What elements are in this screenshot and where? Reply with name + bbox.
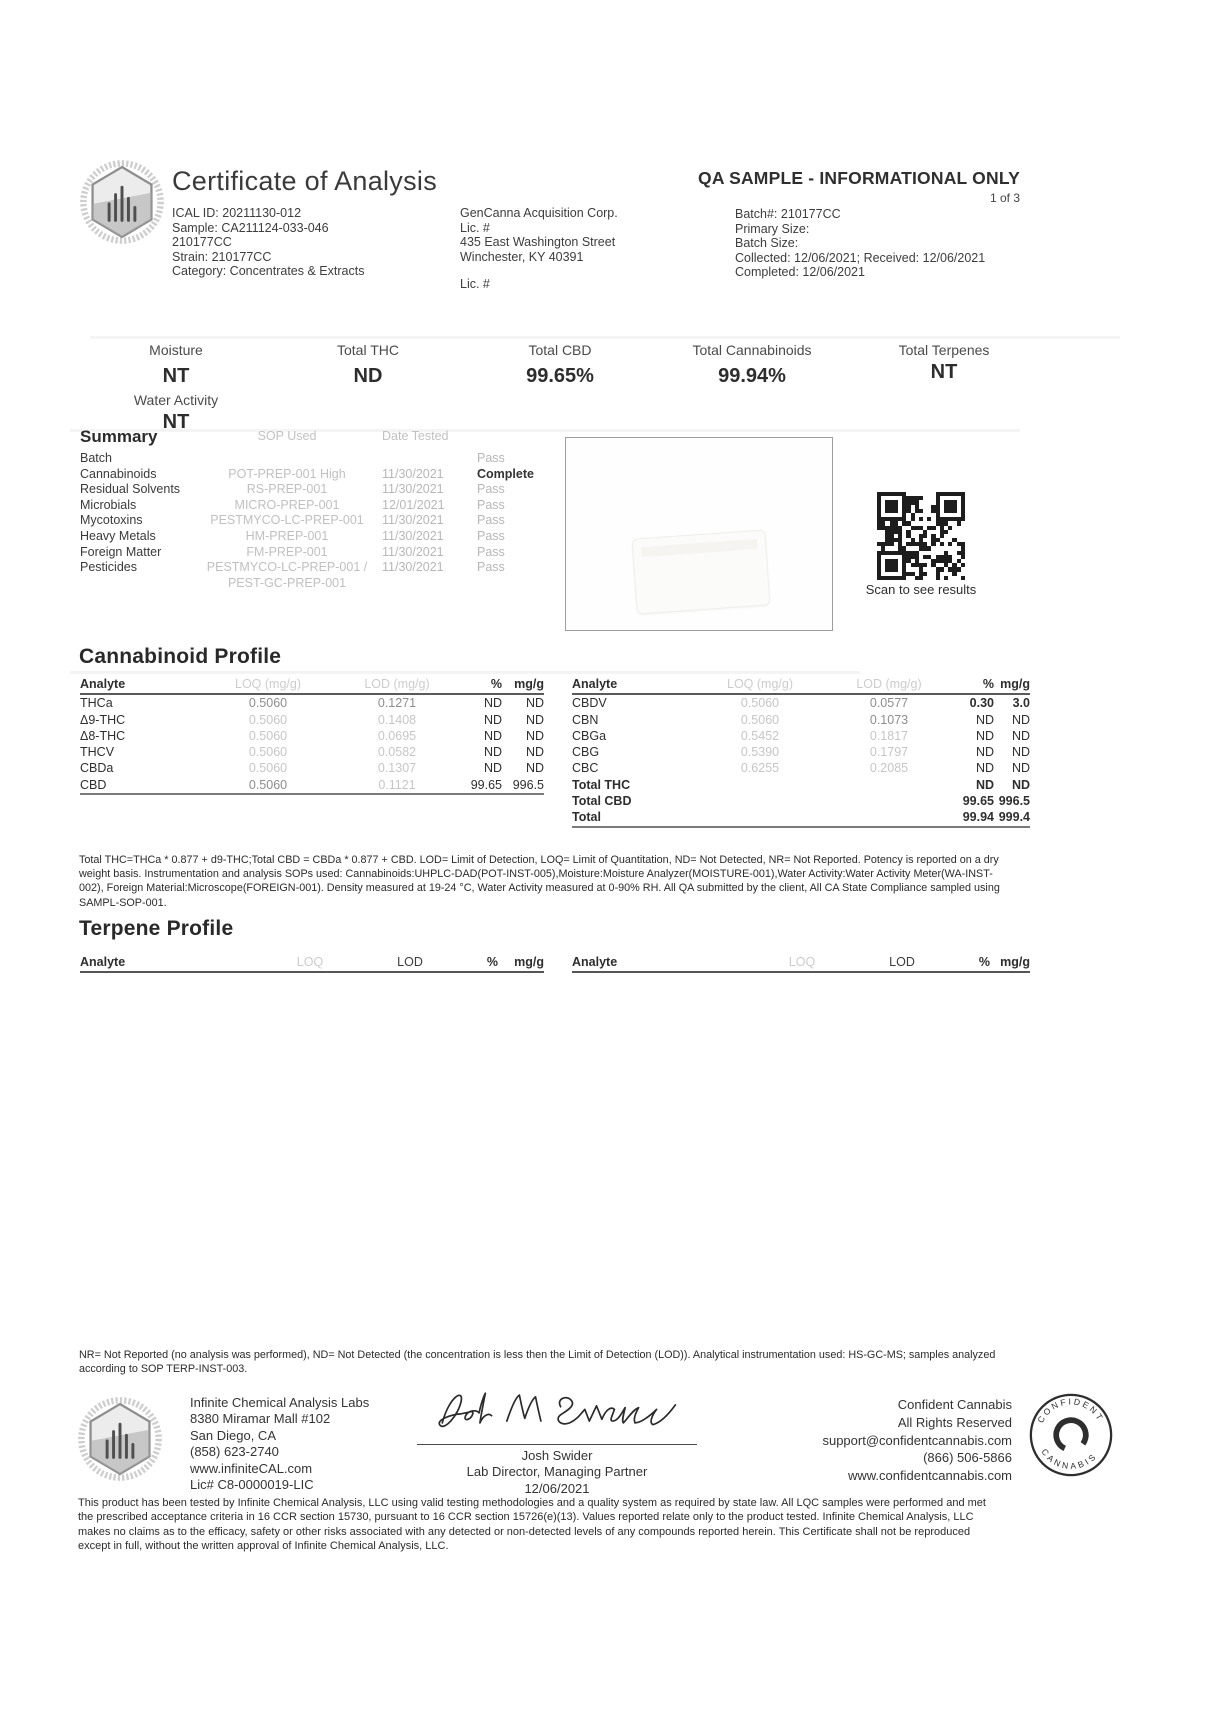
summary-cell-date: 11/30/2021 [382, 544, 444, 559]
summary-cell-status: Pass [477, 544, 505, 559]
divider [70, 671, 860, 674]
cell-lod: 0.0577 [869, 696, 909, 711]
summary-row-heavy-metals [80, 529, 557, 545]
cannabinoid-row-total-thc [572, 777, 1030, 793]
summary-cell-status: Pass [477, 497, 505, 512]
lab-address-1: 8380 Miramar Mall #102 [190, 1411, 331, 1427]
col-loq: LOQ [788, 955, 816, 969]
summary-row-residual-solvents [80, 482, 557, 498]
signer-title: Lab Director, Managing Partner [466, 1464, 648, 1480]
lab-license: Lic# C8-0000019-LIC [190, 1477, 314, 1493]
cell-mgg: 999.4 [998, 810, 1030, 825]
sample-id-2: 210177CC [172, 235, 232, 250]
cell-mgg: ND [1011, 728, 1030, 743]
cell-mgg: ND [1011, 777, 1030, 792]
lab-contact-block [190, 1395, 369, 1493]
cell-percent: ND [975, 728, 994, 743]
cell-loq: 0.6255 [740, 761, 780, 776]
signer-name: Josh Swider [521, 1448, 593, 1463]
cell-percent: ND [975, 712, 994, 727]
cell-analyte: Δ9-THC [80, 712, 126, 727]
cell-analyte: CBGa [572, 728, 607, 743]
lab-website: www.infiniteCAL.com [190, 1460, 313, 1476]
cannabinoid-row-cbc [572, 760, 1030, 776]
cell-loq: 0.5060 [740, 696, 780, 711]
summary-row-mycotoxins [80, 513, 557, 529]
summary-cell-date: 11/30/2021 [382, 513, 444, 528]
product-photo [565, 437, 833, 631]
metrics-row [80, 342, 1040, 434]
cell-analyte: CBDV [572, 696, 607, 711]
cell-analyte: Δ8-THC [80, 728, 126, 743]
metric-total-cbd [464, 342, 656, 434]
col-mgg: mg/g [1000, 677, 1030, 691]
summary-cell-sop: MICRO-PREP-001 [234, 497, 340, 512]
terpene-table-right-header [572, 955, 1030, 973]
summary-cell-sop: RS-PREP-001 [246, 482, 328, 497]
col-analyte: Analyte [572, 955, 618, 969]
summary-sop-line2: PEST-GC-PREP-001 [227, 575, 347, 590]
summary-cell-status: Pass [477, 513, 505, 528]
summary-cell-name: Microbials [80, 497, 137, 512]
client-street: 435 East Washington Street [460, 235, 616, 250]
cannabinoid-row-cbn [572, 712, 1030, 728]
cell-mgg: 3.0 [1012, 696, 1030, 711]
cell-analyte: CBC [572, 761, 599, 776]
cell-percent: ND [483, 696, 502, 711]
cell-percent: 99.65 [962, 794, 994, 809]
lab-address-2: San Diego, CA [190, 1427, 276, 1443]
cell-percent: ND [975, 761, 994, 776]
cannabinoid-row-d8thc [80, 728, 544, 744]
cc-website: www.confidentcannabis.com [847, 1468, 1012, 1484]
summary-cell-sop: PESTMYCO-LC-PREP-001 [210, 513, 364, 528]
cannabinoid-footnote: Total THC=THCa * 0.877 + d9-THC;Total CBD = CBDa * 0.877 + CBD. LOD= Limit of Detection, LOQ= Limit of Quantitation, ND= Not Detected, NR= Not Reported. Potency is reported on a dry weight basis. Instrumentation and analysis SOPs used: Cannabinoids:UHPLC-DAD(POT-INST-005),Moisture:Moisture Analyzer(MOISTURE-001),Water Activity:Water Activity Meter(WA-INST-002), Foreign Material:Microscope(FOREIGN-001). Density measured at 19-24 °C, Water Activity measured at 0-90% RH. All QA submitted by the client, All CA State Compliance sampled using SAMPL-SOP-001. [79, 854, 1000, 909]
cell-lod: 0.1073 [869, 712, 909, 727]
metric-label: Total THC [337, 342, 399, 358]
summary-cell-name: Cannabinoids [80, 466, 157, 481]
summary-cell-date [382, 451, 477, 467]
sample-id: Sample: CA211124-033-046 [172, 220, 329, 235]
metric-label: Total Cannabinoids [692, 342, 812, 358]
lab-phone: (858) 623-2740 [190, 1444, 279, 1460]
metric-label: Total CBD [528, 342, 592, 358]
summary-cell-name: Residual Solvents [80, 482, 181, 497]
col-lod: LOD (mg/g) [856, 677, 922, 691]
metric-moisture [80, 342, 272, 434]
summary-table [80, 451, 557, 591]
legal-disclaimer: This product has been tested by Infinite Chemical Analysis, LLC using valid testing methodologies and a quality system as required by state law. All LQC samples were performed and met the prescribed acceptance criteria in 16 CCR section 15730, pursuant to 16 CCR section 15726(e)(13). Values reported relate only to the product tested. Infinite Chemical Analysis, LLC makes no claims as to the efficacy, safety or other risks associated with any detected or non-detected levels of any compounds reported herein. This Certificate shall not be reproduced except in full, without the written approval of Infinite Chemical Analysis, LLC. [78, 1497, 986, 1553]
summary-cell-date: 11/30/2021 [382, 560, 444, 575]
summary-row-foreign-matter [80, 545, 557, 561]
cell-analyte: Total CBD [572, 794, 632, 809]
category: Category: Concentrates & Extracts [172, 264, 365, 279]
metric-value: NT [162, 411, 190, 433]
cell-loq: 0.5060 [248, 777, 288, 792]
summary-row-microbials [80, 498, 557, 514]
cell-lod: 0.1271 [377, 696, 417, 711]
cc-rights: All Rights Reserved [897, 1414, 1012, 1430]
summary-cell-date: 12/01/2021 [382, 497, 445, 512]
terpene-table-left-header [80, 955, 544, 973]
summary-sop-line1: PESTMYCO-LC-PREP-001 / [206, 560, 368, 575]
col-analyte: Analyte [80, 677, 126, 691]
product-pouch-image [632, 529, 771, 614]
collected-received: Collected: 12/06/2021; Received: 12/06/2021 [735, 250, 986, 265]
terpene-note: NR= Not Reported (no analysis was performed), ND= Not Detected (the concentration is less then the Limit of Detection (LOD)). Analytical instrumentation used: HS-GC-MS; samples analyzed according to SOP TERP-INST-003. [79, 1349, 996, 1376]
stamp-bottom-text: CANNABIS [1039, 1446, 1100, 1472]
metric-value: NT [162, 365, 190, 387]
cell-mgg: ND [525, 745, 544, 760]
metric-label: Total Terpenes [898, 342, 990, 358]
cell-lod: 0.1408 [377, 712, 417, 727]
lab-name: Infinite Chemical Analysis Labs [190, 1395, 370, 1410]
signer-date: 12/06/2021 [524, 1480, 590, 1496]
col-percent: % [490, 677, 502, 691]
col-mgg: mg/g [514, 677, 544, 691]
summary-cell-name: Heavy Metals [80, 528, 156, 543]
cell-lod: 0.1121 [378, 777, 416, 792]
page-title: Certificate of Analysis [172, 166, 438, 196]
cell-lod: 0.1307 [377, 761, 417, 776]
summary-cell-status: Pass [477, 451, 505, 465]
cannabinoid-row-d9thc [80, 712, 544, 728]
signature-icon [415, 1387, 700, 1439]
cc-email: support@confidentcannabis.com [822, 1432, 1012, 1448]
summary-cell-status: Pass [477, 560, 505, 575]
cell-percent: 0.30 [969, 696, 994, 711]
signature-block [402, 1387, 712, 1497]
cell-percent: 99.94 [962, 810, 994, 825]
col-mgg: mg/g [514, 955, 544, 969]
cell-mgg: 996.5 [512, 777, 544, 792]
cell-percent: ND [483, 761, 502, 776]
batch-info-block [735, 207, 985, 280]
summary-cell-status: Pass [477, 528, 505, 543]
cell-percent: 99.65 [470, 777, 502, 792]
cc-name: Confident Cannabis [897, 1397, 1012, 1412]
client-license: Lic. # [460, 220, 490, 235]
col-lod: LOD [397, 955, 423, 969]
metric-label: Moisture [149, 342, 203, 358]
qr-caption: Scan to see results [865, 582, 977, 597]
summary-row-batch [80, 451, 557, 467]
summary-col-sop: SOP Used [257, 429, 317, 443]
metric-value: ND [353, 365, 383, 387]
col-mgg: mg/g [1000, 955, 1030, 969]
client-license-2: Lic. # [460, 277, 490, 292]
table-bottom-rule [572, 826, 1030, 828]
metric-label: Water Activity [133, 392, 219, 408]
cannabinoid-row-cbg [572, 744, 1030, 760]
cell-mgg: ND [1011, 761, 1030, 776]
batch-size: Batch Size: [735, 236, 799, 251]
cannabinoid-row-thcv [80, 744, 544, 760]
cell-percent: ND [483, 712, 502, 727]
cannabinoid-row-cbga [572, 728, 1030, 744]
col-analyte: Analyte [80, 955, 126, 969]
cell-loq: 0.5060 [248, 696, 288, 711]
qr-code [877, 492, 965, 580]
primary-size: Primary Size: [735, 221, 810, 236]
cannabinoid-row-cbda [80, 760, 544, 776]
cell-loq: 0.5390 [740, 745, 780, 760]
cell-mgg: ND [525, 761, 544, 776]
infinite-chemical-logo-icon [76, 156, 168, 248]
signature-rule [417, 1444, 697, 1445]
cell-mgg: ND [1011, 712, 1030, 727]
qa-sample-banner: QA SAMPLE - INFORMATIONAL ONLY [698, 168, 1020, 188]
col-loq: LOQ [296, 955, 324, 969]
cell-percent: ND [483, 728, 502, 743]
cell-lod: 0.1817 [869, 728, 909, 743]
col-analyte: Analyte [572, 677, 618, 691]
summary-cell-name: Foreign Matter [80, 544, 162, 559]
cell-analyte: THCV [80, 745, 115, 760]
cell-mgg: ND [525, 712, 544, 727]
cell-loq: 0.5060 [248, 728, 288, 743]
cannabinoid-row-total [572, 809, 1030, 825]
divider [90, 336, 1120, 339]
ical-id: ICAL ID: 20211130-012 [172, 206, 302, 220]
stamp-top-text: CONFIDENT [1035, 1396, 1107, 1425]
cannabinoid-table-header [572, 676, 1030, 695]
cell-percent: ND [975, 745, 994, 760]
metric-total-thc [272, 342, 464, 434]
cell-analyte: CBDa [80, 761, 114, 776]
batch-number: Batch#: 210177CC [735, 207, 841, 221]
col-percent: % [486, 955, 498, 969]
summary-cell-date: 11/30/2021 [382, 528, 444, 543]
client-city: Winchester, KY 40391 [460, 249, 584, 264]
cc-phone: (866) 506-5866 [923, 1450, 1012, 1466]
summary-cell-name: Pesticides [80, 560, 137, 575]
metric-value: NT [930, 361, 958, 383]
col-percent: % [978, 955, 990, 969]
cell-loq: 0.5452 [740, 728, 780, 743]
summary-cell-name: Batch [80, 451, 112, 465]
confident-cannabis-block [720, 1396, 1012, 1485]
confident-cannabis-stamp-icon [1028, 1392, 1114, 1478]
table-bottom-rule [80, 793, 544, 795]
cell-analyte: CBD [80, 777, 107, 792]
cannabinoid-row-thca [80, 695, 544, 711]
cell-loq: 0.5060 [248, 745, 288, 760]
cell-analyte: Total THC [572, 777, 631, 792]
cannabinoid-table-right [572, 676, 1030, 828]
col-lod: LOD (mg/g) [364, 677, 430, 691]
summary-row-pesticides [80, 560, 557, 591]
col-lod: LOD [889, 955, 915, 969]
cannabinoid-profile-heading: Cannabinoid Profile [79, 645, 282, 668]
cell-loq: 0.5060 [740, 712, 780, 727]
cell-loq: 0.5060 [248, 761, 288, 776]
summary-row-cannabinoids [80, 467, 557, 483]
summary-cell-date: 11/30/2021 [382, 466, 444, 481]
cannabinoid-row-total-cbd [572, 793, 1030, 809]
cannabinoid-row-cbd [80, 777, 544, 793]
cell-lod: 0.2085 [869, 761, 909, 776]
page-indicator: 1 of 3 [989, 191, 1020, 205]
strain: Strain: 210177CC [172, 249, 272, 264]
metric-value: 99.65% [526, 365, 594, 387]
summary-cell-name: Mycotoxins [80, 513, 143, 528]
cell-lod: 0.1797 [869, 745, 909, 760]
client-info-block [460, 206, 618, 292]
terpene-profile-heading: Terpene Profile [79, 917, 234, 940]
cell-mgg: 996.5 [998, 794, 1030, 809]
cannabinoid-row-cbdv [572, 695, 1030, 711]
cell-mgg: ND [1011, 745, 1030, 760]
summary-cell-sop: HM-PREP-001 [245, 528, 329, 543]
summary-col-date: Date Tested [382, 429, 449, 443]
infinite-chemical-logo-icon [74, 1393, 166, 1485]
sample-info-block [172, 206, 364, 279]
cell-analyte: CBN [572, 712, 599, 727]
summary-cell-sop: POT-PREP-001 High [228, 466, 346, 481]
cell-lod: 0.0582 [377, 745, 417, 760]
col-loq: LOQ (mg/g) [235, 677, 301, 691]
summary-header [80, 429, 557, 445]
cell-mgg: ND [525, 696, 544, 711]
summary-cell-date: 11/30/2021 [382, 482, 444, 497]
cell-lod: 0.0695 [377, 728, 417, 743]
cell-analyte: Total [572, 810, 601, 825]
cannabinoid-table-left [80, 676, 544, 795]
summary-heading: Summary [80, 427, 158, 446]
col-percent: % [982, 677, 994, 691]
summary-cell-sop [192, 560, 382, 591]
completed: Completed: 12/06/2021 [735, 265, 865, 280]
metric-total-cannabinoids [656, 342, 848, 434]
cell-percent: ND [483, 745, 502, 760]
cell-mgg: ND [525, 728, 544, 743]
cell-percent: ND [975, 777, 994, 792]
metric-value: 99.94% [718, 365, 786, 387]
cannabinoid-table-header [80, 676, 544, 695]
summary-cell-status: Pass [477, 482, 505, 497]
client-name: GenCanna Acquisition Corp. [460, 206, 618, 220]
summary-cell-status: Complete [477, 466, 534, 481]
summary-cell-sop: FM-PREP-001 [246, 544, 328, 559]
metric-total-terpenes [848, 342, 1040, 434]
cell-analyte: THCa [80, 696, 113, 711]
cell-analyte: CBG [572, 745, 600, 760]
cell-loq: 0.5060 [248, 712, 288, 727]
col-loq: LOQ (mg/g) [727, 677, 793, 691]
summary-cell-sop [192, 451, 382, 467]
